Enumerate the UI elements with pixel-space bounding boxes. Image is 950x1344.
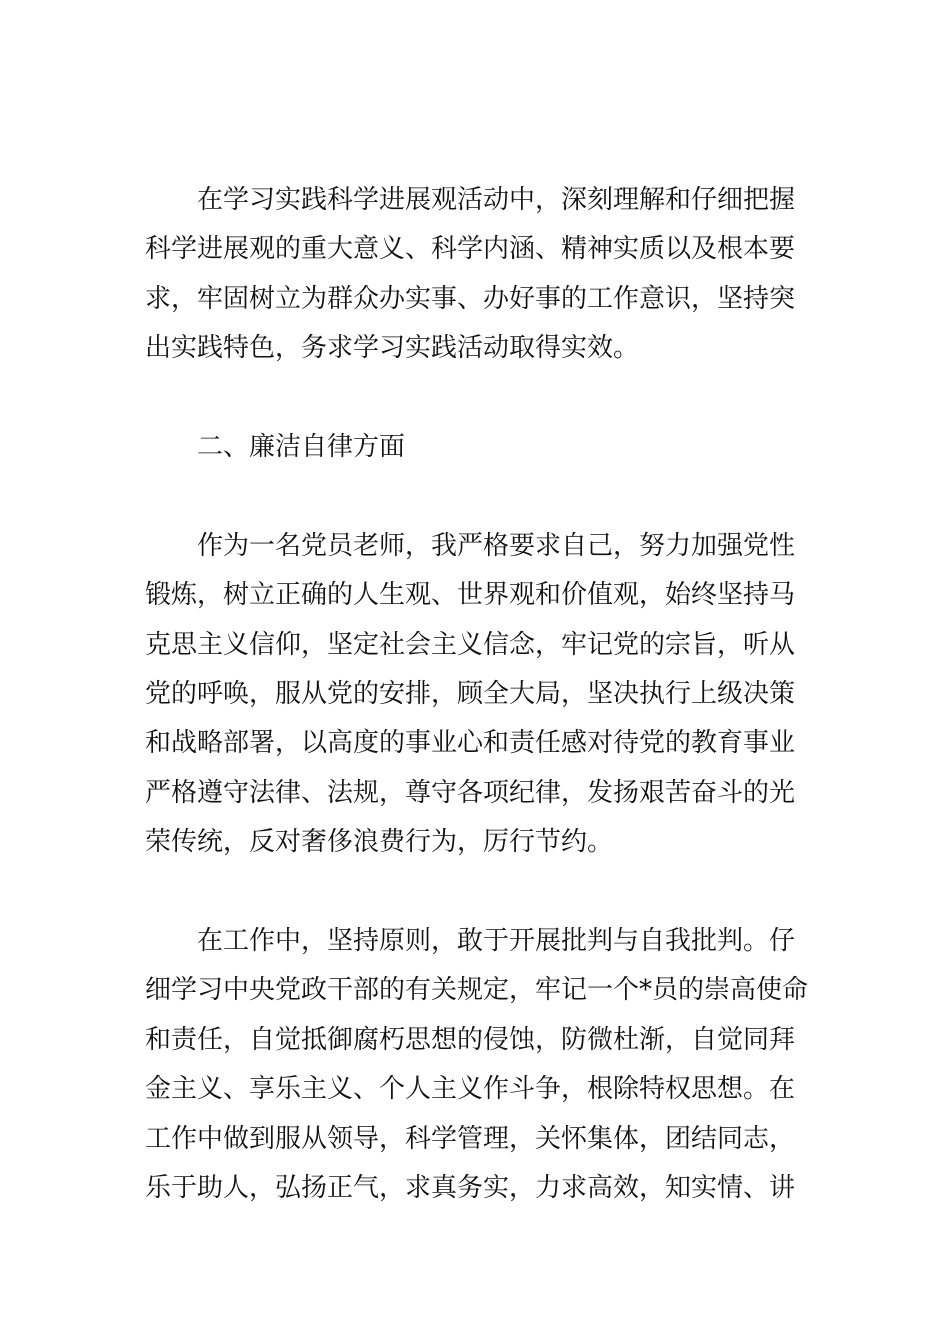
text-line: 严格遵守法律、法规，尊守各项纪律，发扬艰苦奋斗的光 — [145, 777, 796, 808]
text-line: 和战略部署，以高度的事业心和责任感对待党的教育事业 — [145, 728, 796, 759]
paragraph-party-member — [145, 522, 805, 868]
document-body — [145, 176, 809, 1213]
paragraph-work-principles — [145, 917, 809, 1213]
text-line: 金主义、享乐主义、个人主义作斗争，根除特权思想。在 — [145, 1074, 796, 1105]
paragraph-spacer — [145, 472, 805, 521]
text-line: 作为一名党员老师，我严格要求自己，努力加强党性 — [197, 530, 796, 561]
text-line: 乐于助人，弘扬正气，求真务实，力求高效，知实情、讲 — [145, 1173, 796, 1204]
text-line: 工作中做到服从领导，科学管理，关怀集体，团结同志， — [145, 1123, 796, 1154]
text-line: 荣传统，反对奢侈浪费行为，厉行节约。 — [145, 827, 614, 858]
text-line: 党的呼唤，服从党的安排，顾全大局，坚决执行上级决策 — [145, 679, 796, 710]
text-line: 克思主义信仰，坚定社会主义信念，牢记党的宗旨，听从 — [145, 629, 796, 660]
text-line: 细学习中央党政干部的有关规定，牢记一个*员的崇高使命 — [145, 975, 809, 1006]
text-line: 锻炼，树立正确的人生观、世界观和价值观，始终坚持马 — [145, 580, 796, 611]
section-heading-text: 二、廉洁自律方面 — [197, 432, 406, 463]
section-heading — [145, 423, 805, 472]
text-line: 和责任，自觉抵御腐朽思想的侵蚀，防微杜渐，自觉同拜 — [145, 1024, 796, 1055]
text-line: 在工作中，坚持原则，敢于开展批判与自我批判。仔 — [197, 926, 796, 957]
paragraph-spacer — [145, 374, 805, 423]
text-line: 求，牢固树立为群众办实事、办好事的工作意识，坚持突 — [145, 283, 796, 314]
text-line: 科学进展观的重大意义、科学内涵、精神实质以及根本要 — [145, 234, 796, 265]
text-line: 在学习实践科学进展观活动中，深刻理解和仔细把握 — [197, 185, 796, 215]
paragraph-spacer — [145, 868, 805, 917]
text-line: 出实践特色，务求学习实践活动取得实效。 — [145, 333, 640, 364]
paragraph-study-practice — [145, 176, 805, 374]
